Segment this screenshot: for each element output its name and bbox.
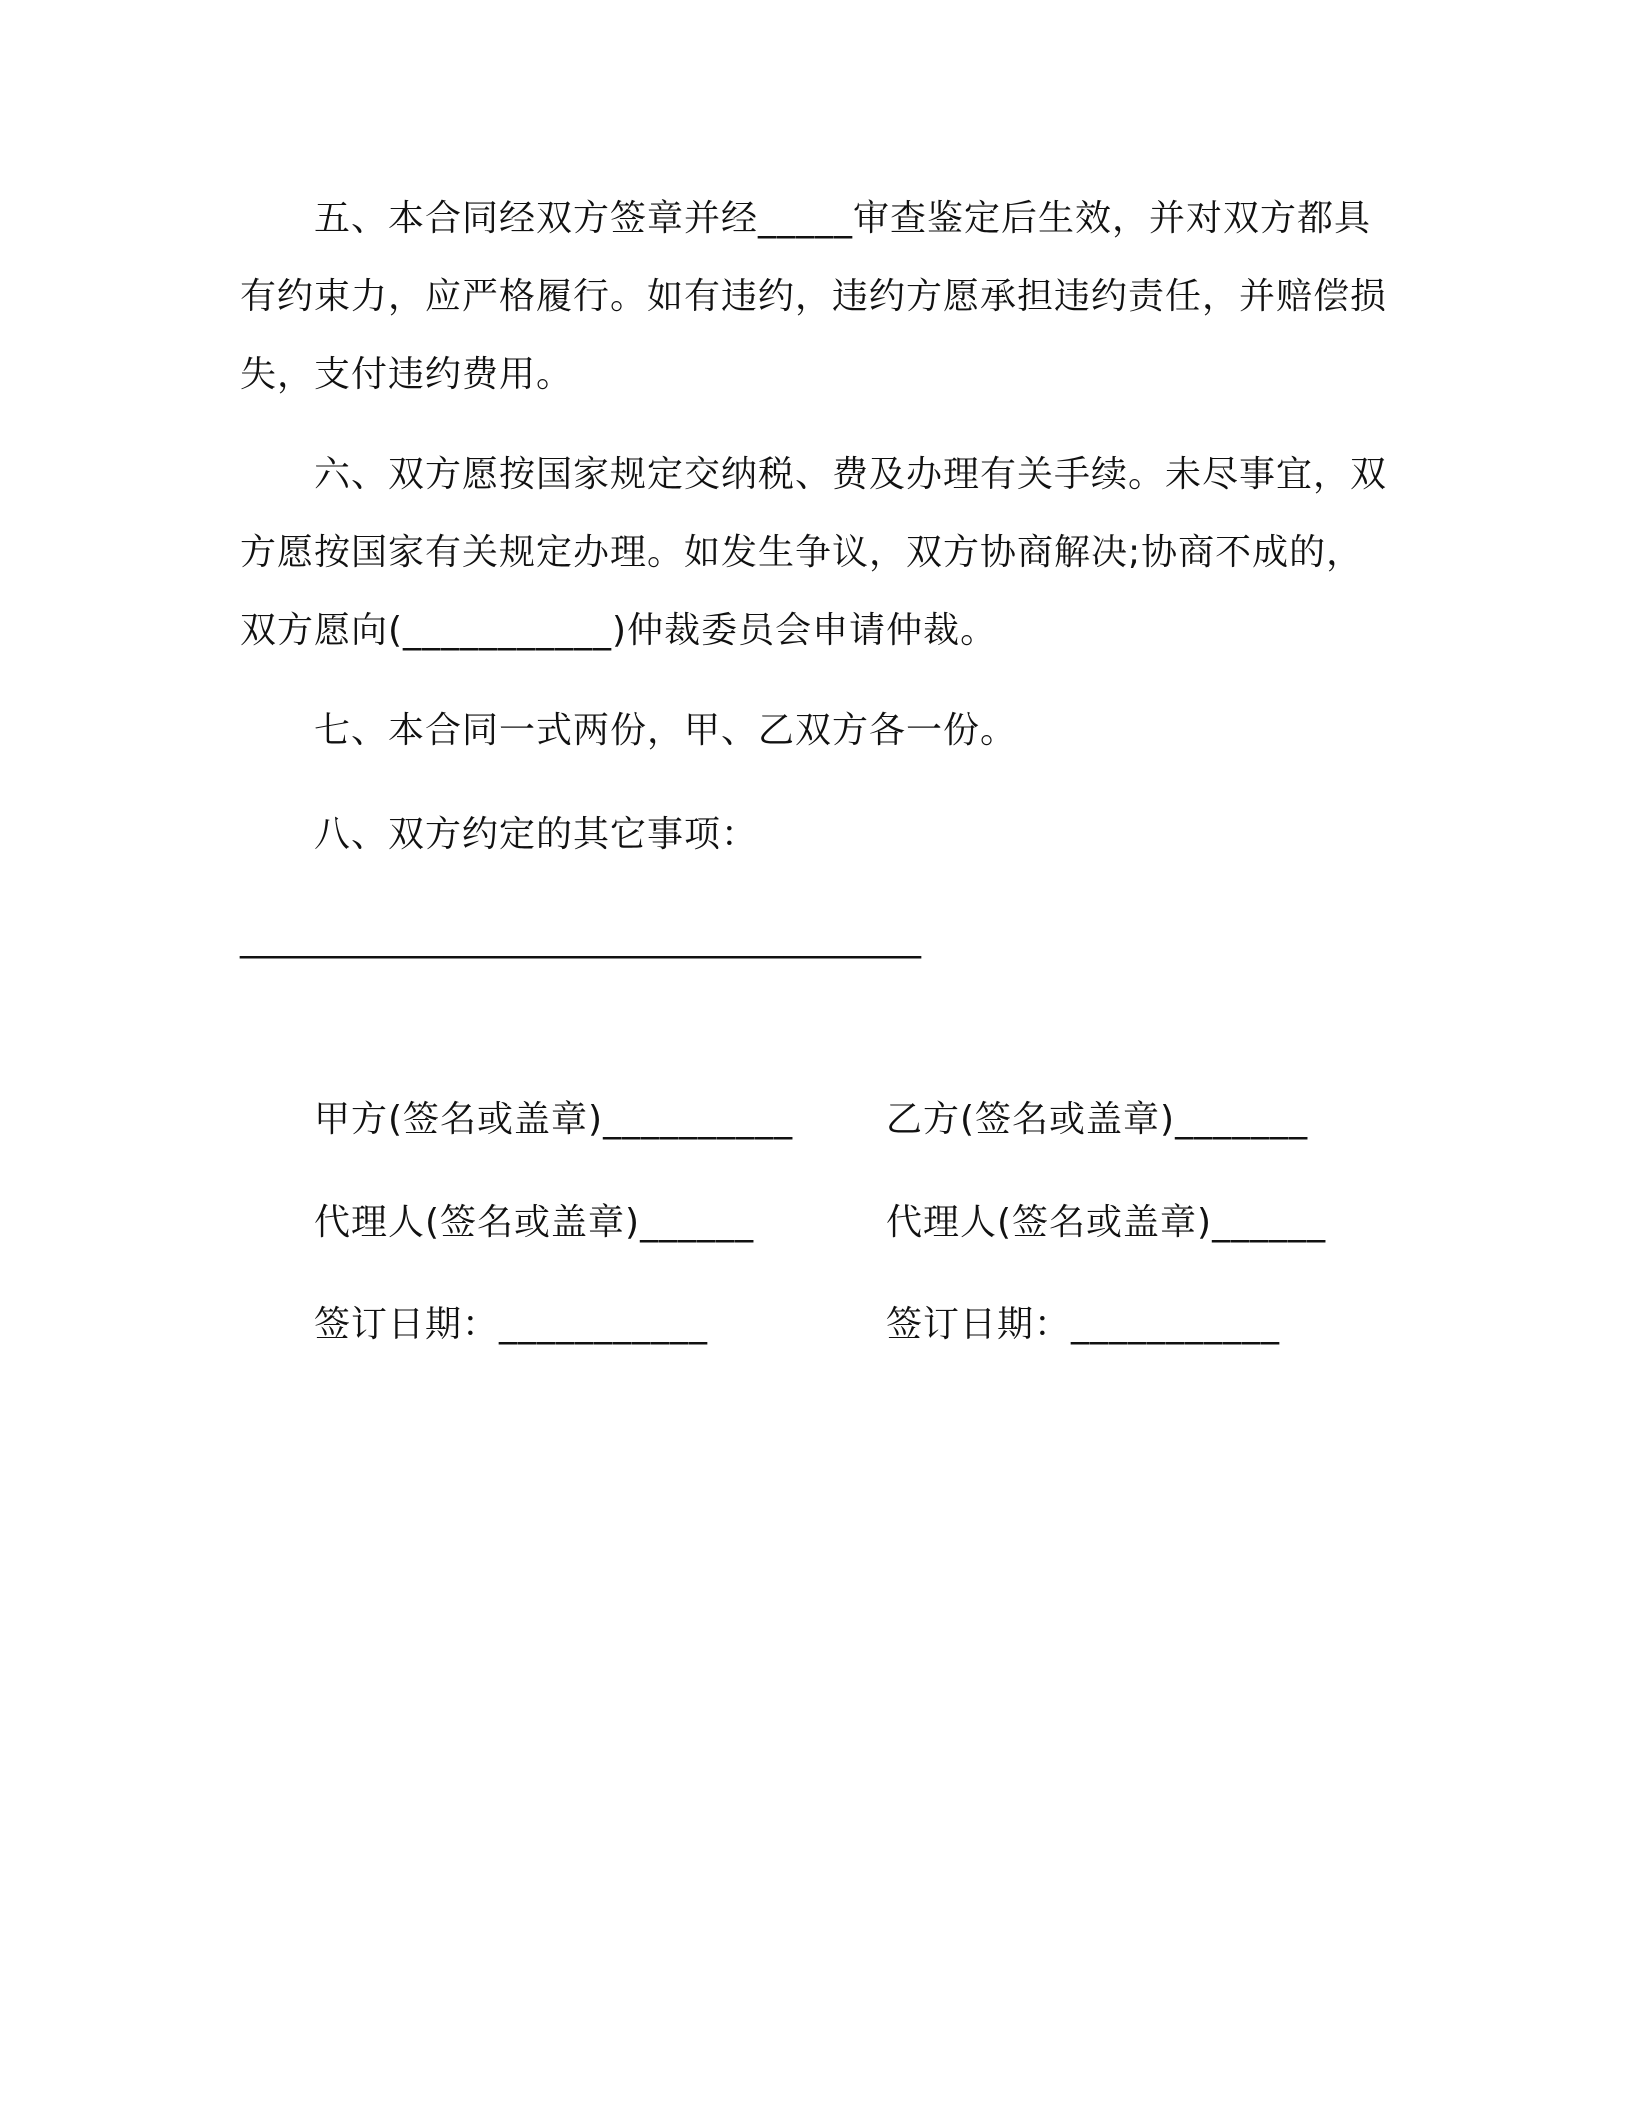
clause-eight: 八、双方约定的其它事项： bbox=[314, 814, 759, 855]
other-matters-blank: ________________________________________ bbox=[240, 918, 920, 959]
agent-a-signature: 代理人(签名或盖章)______ bbox=[314, 1202, 755, 1243]
agent-b-signature: 代理人(签名或盖章)______ bbox=[886, 1202, 1327, 1243]
clause-six: 六、双方愿按国家规定交纳税、费及办理有关手续。未尽事宜，双方愿按国家有关规定办理。如发生争议，双方协商解决;协商不成的，双方愿向(___________)仲裁委员会申请仲裁。 bbox=[240, 454, 1388, 651]
party-b-signature: 乙方(签名或盖章)_______ bbox=[886, 1099, 1309, 1140]
clause-seven: 七、本合同一式两份，甲、乙双方各一份。 bbox=[314, 710, 1018, 751]
signing-date-b: 签订日期：___________ bbox=[886, 1304, 1281, 1345]
signing-date-a: 签订日期：___________ bbox=[314, 1304, 709, 1345]
clause-five: 五、本合同经双方签章并经_____审查鉴定后生效，并对双方都具有约束力，应严格履行。如有违约，违约方愿承担违约责任，并赔偿损失，支付违约费用。 bbox=[240, 198, 1388, 395]
party-a-signature: 甲方(签名或盖章)__________ bbox=[314, 1099, 794, 1140]
